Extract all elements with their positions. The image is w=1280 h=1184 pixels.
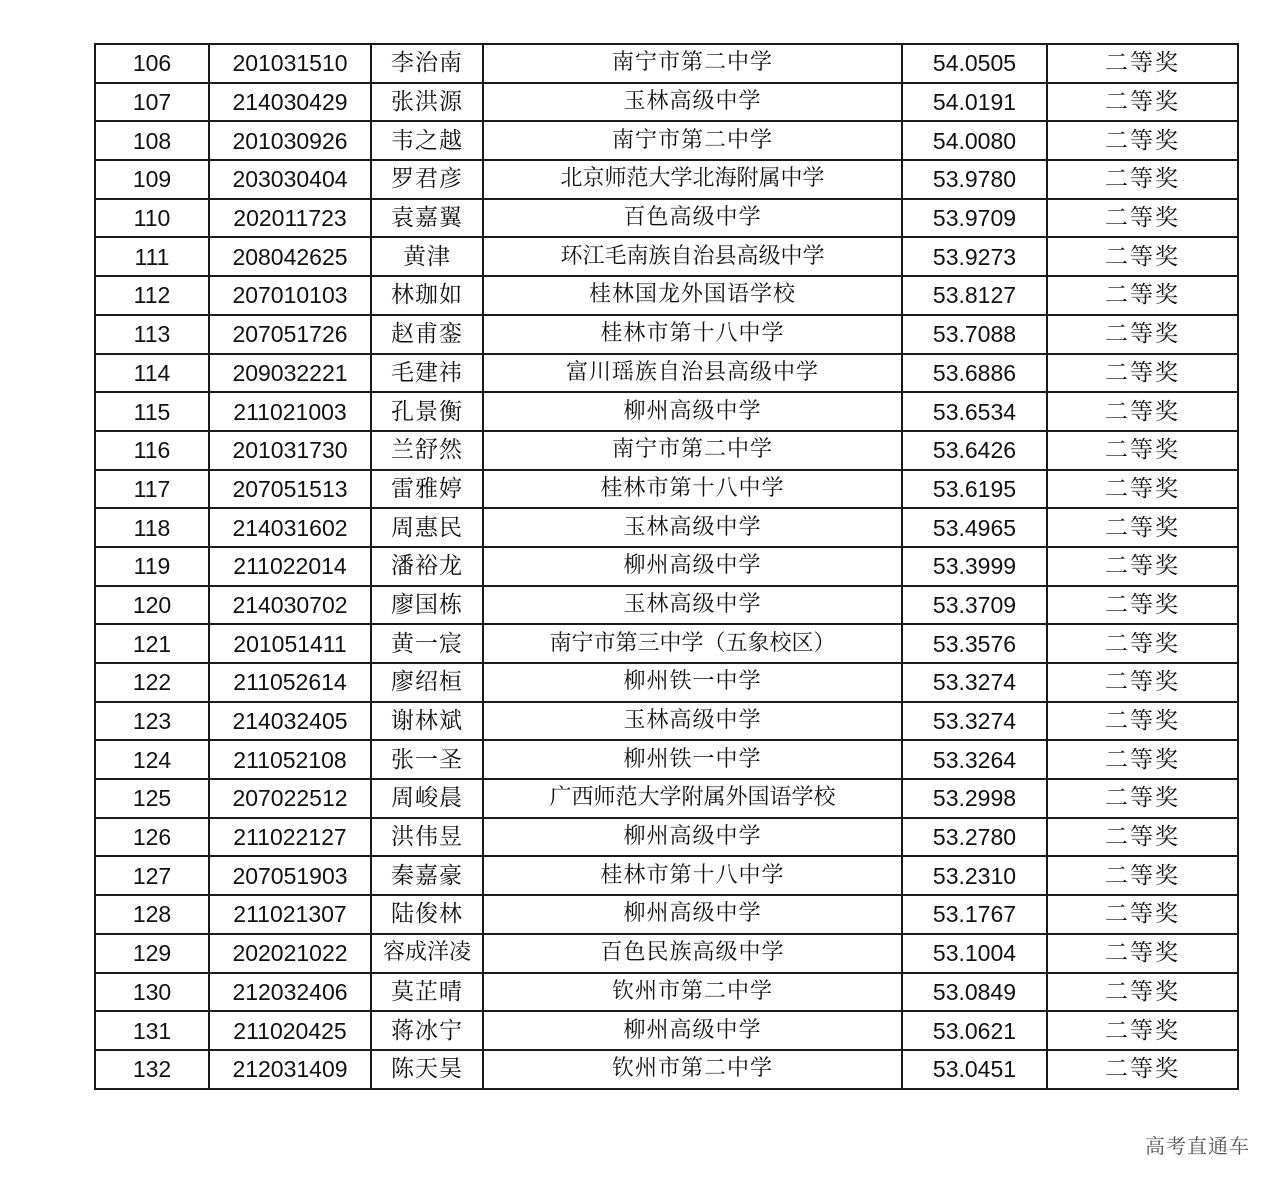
exam-id-cell: 207051513 — [209, 470, 371, 509]
score-cell: 54.0505 — [902, 44, 1047, 83]
school-cell: 柳州高级中学 — [483, 895, 902, 934]
table-row — [95, 431, 1238, 470]
exam-id-cell: 207051903 — [209, 856, 371, 895]
rank-cell: 127 — [95, 856, 209, 895]
student-name-cell: 容成洋凌 — [371, 934, 483, 973]
school-cell: 玉林高级中学 — [483, 83, 902, 122]
school-cell: 柳州高级中学 — [483, 547, 902, 586]
rank-cell: 132 — [95, 1050, 209, 1089]
table-row — [95, 392, 1238, 431]
score-cell: 53.3576 — [902, 624, 1047, 663]
student-name-cell: 蒋冰宁 — [371, 1011, 483, 1050]
score-cell: 53.1004 — [902, 934, 1047, 973]
award-cell: 二等奖 — [1047, 160, 1238, 199]
rank-cell: 119 — [95, 547, 209, 586]
table-row — [95, 121, 1238, 160]
award-cell: 二等奖 — [1047, 624, 1238, 663]
exam-id-cell: 211020425 — [209, 1011, 371, 1050]
student-name-cell: 韦之越 — [371, 121, 483, 160]
score-cell: 53.3709 — [902, 586, 1047, 625]
award-cell: 二等奖 — [1047, 237, 1238, 276]
award-cell: 二等奖 — [1047, 818, 1238, 857]
student-name-cell: 张洪源 — [371, 83, 483, 122]
school-cell: 环江毛南族自治县高级中学 — [483, 237, 902, 276]
score-cell: 53.0451 — [902, 1050, 1047, 1089]
table-row — [95, 315, 1238, 354]
school-cell: 柳州高级中学 — [483, 818, 902, 857]
score-cell: 53.6426 — [902, 431, 1047, 470]
score-cell: 53.9273 — [902, 237, 1047, 276]
student-name-cell: 洪伟昱 — [371, 818, 483, 857]
score-cell: 53.3264 — [902, 740, 1047, 779]
award-cell: 二等奖 — [1047, 779, 1238, 818]
school-cell: 玉林高级中学 — [483, 702, 902, 741]
rank-cell: 111 — [95, 237, 209, 276]
student-name-cell: 黄一宸 — [371, 624, 483, 663]
table-row — [95, 856, 1238, 895]
rank-cell: 114 — [95, 354, 209, 393]
school-cell: 南宁市第二中学 — [483, 44, 902, 83]
award-cell: 二等奖 — [1047, 121, 1238, 160]
award-cell: 二等奖 — [1047, 663, 1238, 702]
exam-id-cell: 211022014 — [209, 547, 371, 586]
table-row — [95, 470, 1238, 509]
school-cell: 柳州铁一中学 — [483, 663, 902, 702]
table-row — [95, 818, 1238, 857]
score-cell: 53.2780 — [902, 818, 1047, 857]
table-row — [95, 895, 1238, 934]
school-cell: 富川瑶族自治县高级中学 — [483, 354, 902, 393]
student-name-cell: 陈天昊 — [371, 1050, 483, 1089]
table-row — [95, 779, 1238, 818]
award-cell: 二等奖 — [1047, 276, 1238, 315]
exam-id-cell: 214032405 — [209, 702, 371, 741]
student-name-cell: 莫芷晴 — [371, 973, 483, 1012]
table-row — [95, 934, 1238, 973]
school-cell: 桂林国龙外国语学校 — [483, 276, 902, 315]
score-cell: 53.9709 — [902, 199, 1047, 238]
award-cell: 二等奖 — [1047, 44, 1238, 83]
score-cell: 53.4965 — [902, 508, 1047, 547]
student-name-cell: 毛建祎 — [371, 354, 483, 393]
table-row — [95, 83, 1238, 122]
student-name-cell: 袁嘉翼 — [371, 199, 483, 238]
rank-cell: 118 — [95, 508, 209, 547]
rank-cell: 128 — [95, 895, 209, 934]
rank-cell: 106 — [95, 44, 209, 83]
exam-id-cell: 211021307 — [209, 895, 371, 934]
student-name-cell: 廖绍桓 — [371, 663, 483, 702]
award-cell: 二等奖 — [1047, 1011, 1238, 1050]
rank-cell: 108 — [95, 121, 209, 160]
rank-cell: 109 — [95, 160, 209, 199]
exam-id-cell: 211022127 — [209, 818, 371, 857]
score-cell: 53.3274 — [902, 663, 1047, 702]
table-row — [95, 973, 1238, 1012]
exam-id-cell: 212032406 — [209, 973, 371, 1012]
student-name-cell: 兰舒然 — [371, 431, 483, 470]
exam-id-cell: 207051726 — [209, 315, 371, 354]
student-name-cell: 潘裕龙 — [371, 547, 483, 586]
rank-cell: 116 — [95, 431, 209, 470]
rank-cell: 112 — [95, 276, 209, 315]
school-cell: 桂林市第十八中学 — [483, 315, 902, 354]
student-name-cell: 赵甫銮 — [371, 315, 483, 354]
table-row — [95, 199, 1238, 238]
score-cell: 53.6534 — [902, 392, 1047, 431]
award-cell: 二等奖 — [1047, 431, 1238, 470]
score-cell: 53.1767 — [902, 895, 1047, 934]
student-name-cell: 李治南 — [371, 44, 483, 83]
rank-cell: 126 — [95, 818, 209, 857]
exam-id-cell: 211052108 — [209, 740, 371, 779]
award-cell: 二等奖 — [1047, 702, 1238, 741]
watermark: 高考直通车 — [1145, 1134, 1250, 1158]
exam-id-cell: 201051411 — [209, 624, 371, 663]
exam-id-cell: 201030926 — [209, 121, 371, 160]
school-cell: 钦州市第二中学 — [483, 1050, 902, 1089]
table-row — [95, 44, 1238, 83]
rank-cell: 131 — [95, 1011, 209, 1050]
rank-cell: 120 — [95, 586, 209, 625]
exam-id-cell: 214030702 — [209, 586, 371, 625]
school-cell: 钦州市第二中学 — [483, 973, 902, 1012]
award-cell: 二等奖 — [1047, 199, 1238, 238]
rank-cell: 115 — [95, 392, 209, 431]
score-cell: 53.3274 — [902, 702, 1047, 741]
rank-cell: 107 — [95, 83, 209, 122]
table-row — [95, 740, 1238, 779]
score-cell: 53.8127 — [902, 276, 1047, 315]
rank-cell: 123 — [95, 702, 209, 741]
exam-id-cell: 202011723 — [209, 199, 371, 238]
score-cell: 53.3999 — [902, 547, 1047, 586]
exam-id-cell: 207022512 — [209, 779, 371, 818]
student-name-cell: 罗君彦 — [371, 160, 483, 199]
table-row — [95, 237, 1238, 276]
table-row — [95, 1050, 1238, 1089]
student-name-cell: 孔景衡 — [371, 392, 483, 431]
award-cell: 二等奖 — [1047, 934, 1238, 973]
score-cell: 54.0191 — [902, 83, 1047, 122]
rank-cell: 113 — [95, 315, 209, 354]
exam-id-cell: 214030429 — [209, 83, 371, 122]
award-cell: 二等奖 — [1047, 740, 1238, 779]
score-cell: 53.9780 — [902, 160, 1047, 199]
award-cell: 二等奖 — [1047, 83, 1238, 122]
award-cell: 二等奖 — [1047, 1050, 1238, 1089]
student-name-cell: 雷雅婷 — [371, 470, 483, 509]
table-row — [95, 1011, 1238, 1050]
school-cell: 广西师范大学附属外国语学校 — [483, 779, 902, 818]
school-cell: 桂林市第十八中学 — [483, 856, 902, 895]
school-cell: 南宁市第三中学（五象校区） — [483, 624, 902, 663]
rank-cell: 110 — [95, 199, 209, 238]
score-cell: 53.2310 — [902, 856, 1047, 895]
school-cell: 北京师范大学北海附属中学 — [483, 160, 902, 199]
award-cell: 二等奖 — [1047, 586, 1238, 625]
student-name-cell: 周峻晨 — [371, 779, 483, 818]
table-row — [95, 508, 1238, 547]
exam-id-cell: 211052614 — [209, 663, 371, 702]
score-cell: 53.0849 — [902, 973, 1047, 1012]
student-name-cell: 周惠民 — [371, 508, 483, 547]
award-cell: 二等奖 — [1047, 470, 1238, 509]
award-cell: 二等奖 — [1047, 508, 1238, 547]
school-cell: 百色民族高级中学 — [483, 934, 902, 973]
student-name-cell: 陆俊林 — [371, 895, 483, 934]
award-cell: 二等奖 — [1047, 315, 1238, 354]
score-cell: 53.6886 — [902, 354, 1047, 393]
school-cell: 柳州高级中学 — [483, 392, 902, 431]
score-cell: 54.0080 — [902, 121, 1047, 160]
award-cell: 二等奖 — [1047, 392, 1238, 431]
exam-id-cell: 207010103 — [209, 276, 371, 315]
rank-cell: 125 — [95, 779, 209, 818]
score-cell: 53.7088 — [902, 315, 1047, 354]
exam-id-cell: 212031409 — [209, 1050, 371, 1089]
table-row — [95, 624, 1238, 663]
student-name-cell: 林珈如 — [371, 276, 483, 315]
student-name-cell: 谢林斌 — [371, 702, 483, 741]
table-row — [95, 663, 1238, 702]
exam-id-cell: 208042625 — [209, 237, 371, 276]
exam-id-cell: 201031730 — [209, 431, 371, 470]
exam-id-cell: 209032221 — [209, 354, 371, 393]
award-cell: 二等奖 — [1047, 973, 1238, 1012]
table-row — [95, 547, 1238, 586]
exam-id-cell: 201031510 — [209, 44, 371, 83]
school-cell: 南宁市第二中学 — [483, 121, 902, 160]
rank-cell: 122 — [95, 663, 209, 702]
award-cell: 二等奖 — [1047, 547, 1238, 586]
award-table-body — [95, 44, 1238, 1089]
score-cell: 53.0621 — [902, 1011, 1047, 1050]
student-name-cell: 张一圣 — [371, 740, 483, 779]
rank-cell: 121 — [95, 624, 209, 663]
award-cell: 二等奖 — [1047, 895, 1238, 934]
rank-cell: 117 — [95, 470, 209, 509]
student-name-cell: 黄津 — [371, 237, 483, 276]
table-row — [95, 276, 1238, 315]
exam-id-cell: 203030404 — [209, 160, 371, 199]
score-cell: 53.6195 — [902, 470, 1047, 509]
rank-cell: 129 — [95, 934, 209, 973]
rank-cell: 124 — [95, 740, 209, 779]
school-cell: 柳州铁一中学 — [483, 740, 902, 779]
table-row — [95, 354, 1238, 393]
rank-cell: 130 — [95, 973, 209, 1012]
school-cell: 桂林市第十八中学 — [483, 470, 902, 509]
exam-id-cell: 214031602 — [209, 508, 371, 547]
exam-id-cell: 211021003 — [209, 392, 371, 431]
student-name-cell: 廖国栋 — [371, 586, 483, 625]
award-cell: 二等奖 — [1047, 354, 1238, 393]
score-cell: 53.2998 — [902, 779, 1047, 818]
table-row — [95, 586, 1238, 625]
table-row — [95, 702, 1238, 741]
award-cell: 二等奖 — [1047, 856, 1238, 895]
school-cell: 百色高级中学 — [483, 199, 902, 238]
student-name-cell: 秦嘉豪 — [371, 856, 483, 895]
award-table — [94, 43, 1239, 1090]
exam-id-cell: 202021022 — [209, 934, 371, 973]
school-cell: 柳州高级中学 — [483, 1011, 902, 1050]
school-cell: 玉林高级中学 — [483, 586, 902, 625]
school-cell: 玉林高级中学 — [483, 508, 902, 547]
table-row — [95, 160, 1238, 199]
school-cell: 南宁市第二中学 — [483, 431, 902, 470]
